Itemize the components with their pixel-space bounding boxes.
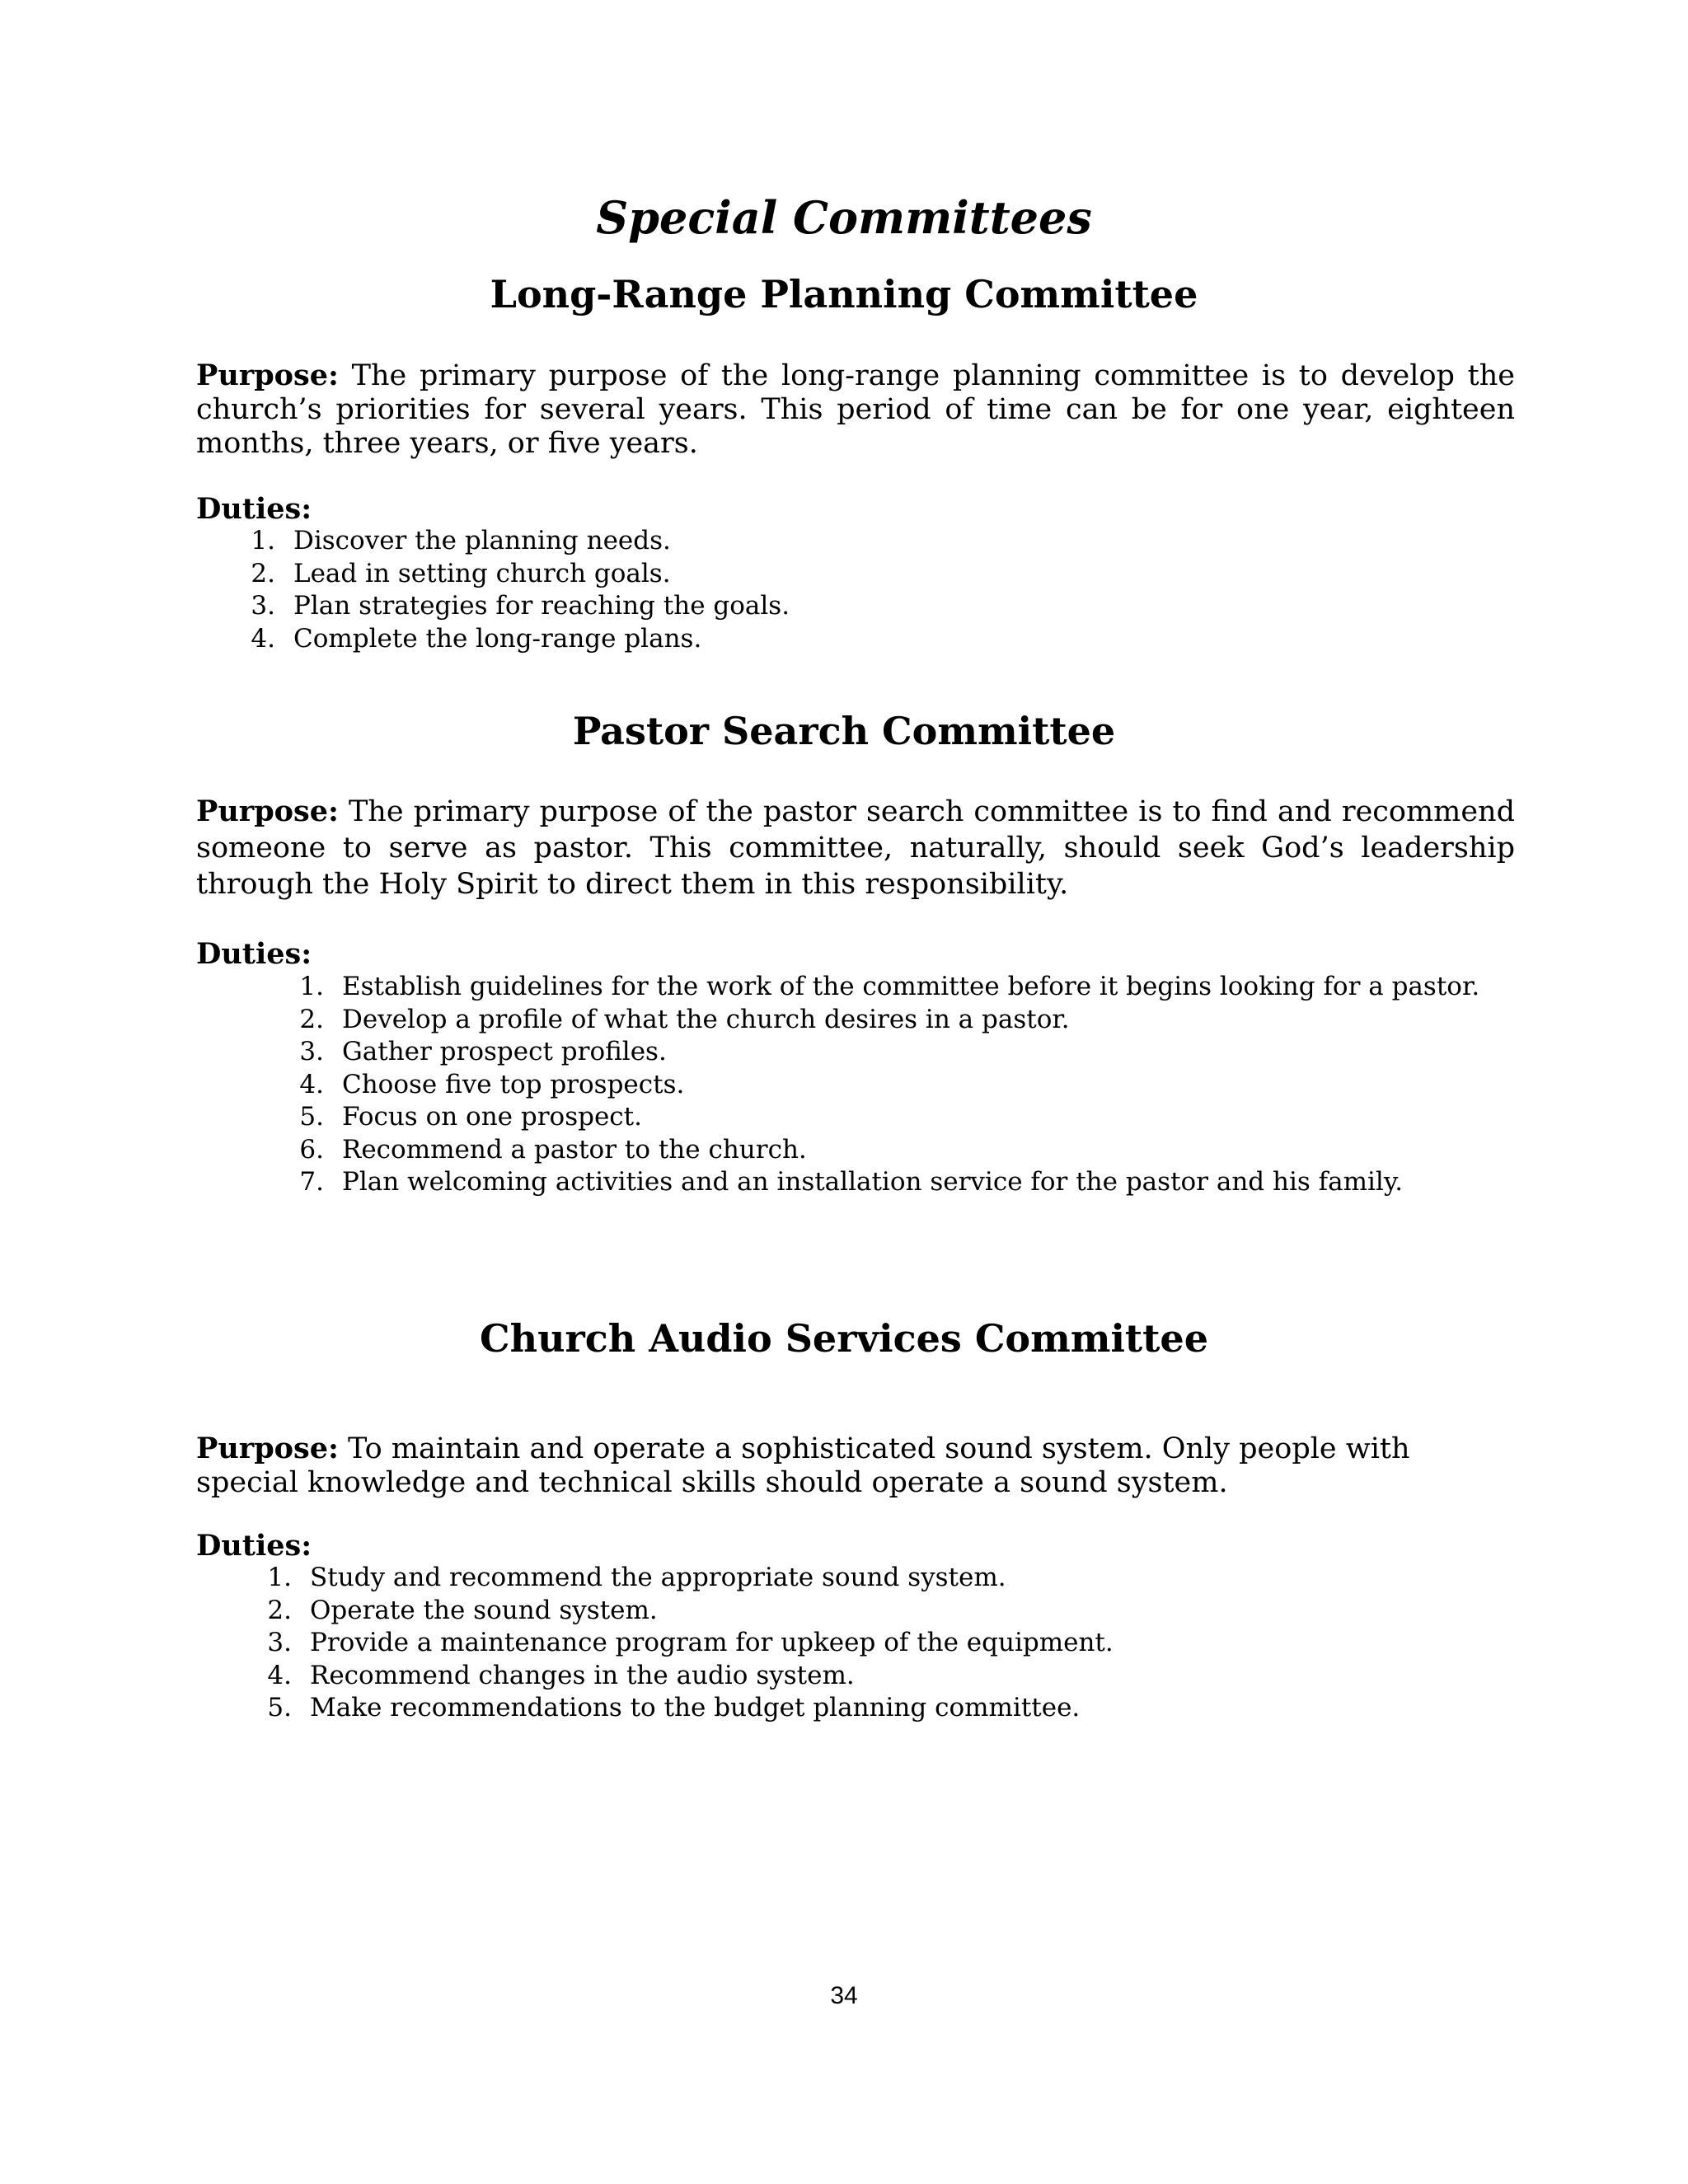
purpose-paragraph-church-audio-services [196, 1432, 1482, 1500]
section-heading-pastor-search: Pastor Search Committee [572, 709, 1116, 753]
list-text: Develop a profile of what the church desires in a pastor. [342, 1004, 1070, 1034]
list-item [299, 971, 1496, 1004]
purpose-paragraph-pastor-search [196, 794, 1515, 902]
list-number: 6. [299, 1134, 324, 1165]
list-number: 3. [267, 1628, 292, 1657]
list-number: 2. [267, 1595, 292, 1625]
list-number: 2. [299, 1004, 324, 1034]
list-item [299, 1036, 1496, 1069]
list-item [251, 623, 1365, 656]
list-item [299, 1134, 1496, 1167]
list-item [267, 1627, 1464, 1660]
duties-list-long-range-planning [251, 525, 1365, 655]
list-number: 7. [299, 1167, 324, 1197]
list-number: 5. [267, 1693, 292, 1722]
duties-list-pastor-search [299, 971, 1496, 1199]
list-item [251, 558, 1365, 591]
purpose-paragraph-long-range-planning [196, 359, 1515, 461]
list-text: Complete the long-range plans. [293, 623, 702, 654]
list-item [299, 1069, 1496, 1102]
list-text: Provide a maintenance program for upkeep of the equipment. [310, 1628, 1114, 1657]
list-text: Plan strategies for reaching the goals. [293, 591, 790, 621]
list-item [299, 1166, 1496, 1199]
list-text: Make recommendations to the budget planning committee. [310, 1693, 1081, 1722]
list-text: Gather prospect profiles. [342, 1037, 667, 1066]
list-number: 2. [251, 558, 275, 588]
list-text: Plan welcoming activities and an installation service for the pastor and his family. [342, 1167, 1404, 1197]
list-number: 4. [251, 623, 275, 654]
list-item [267, 1692, 1464, 1725]
purpose-text: The primary purpose of the long-range planning committee is to develop the church’s priorities for several years. This period of time can be for one year, eighteen months, three years, or five years. [196, 359, 1515, 460]
list-item [267, 1562, 1464, 1595]
purpose-text: The primary purpose of the pastor search committee is to find and recommend someone to serve as pastor. This committee, naturally, should seek God’s leadership through the Holy Spirit to direct them in this responsibility. [196, 795, 1515, 901]
list-text: Study and recommend the appropriate sound system. [310, 1563, 1006, 1592]
duties-label-pastor-search: Duties: [196, 937, 312, 971]
list-item [251, 590, 1365, 623]
list-number: 1. [251, 526, 275, 555]
list-text: Recommend changes in the audio system. [310, 1660, 855, 1690]
purpose-label: Purpose: [196, 359, 339, 392]
list-number: 1. [267, 1563, 292, 1592]
list-number: 4. [299, 1069, 324, 1099]
list-item [299, 1101, 1496, 1134]
list-number: 3. [299, 1037, 324, 1066]
list-number: 4. [267, 1660, 292, 1690]
purpose-label: Purpose: [196, 1432, 339, 1465]
page-number: 34 [830, 1982, 858, 2009]
list-text: Recommend a pastor to the church. [342, 1134, 807, 1165]
list-text: Lead in setting church goals. [293, 558, 671, 588]
duties-label-long-range-planning: Duties: [196, 492, 312, 526]
section-heading-church-audio-services: Church Audio Services Committee [480, 1316, 1208, 1361]
duties-label-church-audio-services: Duties: [196, 1529, 312, 1563]
list-number: 1. [299, 972, 324, 1001]
list-number: 5. [299, 1102, 324, 1132]
section-heading-long-range-planning: Long-Range Planning Committee [490, 272, 1198, 316]
list-item [267, 1660, 1464, 1693]
purpose-label: Purpose: [196, 794, 339, 828]
page-title: Special Committees [596, 191, 1092, 244]
list-text: Choose five top prospects. [342, 1069, 685, 1099]
duties-list-church-audio-services [267, 1562, 1464, 1725]
list-text: Operate the sound system. [310, 1595, 658, 1625]
purpose-text: To maintain and operate a sophisticated sound system. Only people with special knowledge and technical skills should operate a sound system. [196, 1432, 1410, 1499]
list-text: Discover the planning needs. [293, 526, 671, 555]
list-text: Focus on one prospect. [342, 1102, 642, 1132]
list-text: Establish guidelines for the work of the committee before it begins looking for a pastor. [342, 972, 1480, 1001]
list-item [251, 525, 1365, 558]
list-item [267, 1595, 1464, 1628]
list-item [299, 1004, 1496, 1037]
list-number: 3. [251, 591, 275, 621]
